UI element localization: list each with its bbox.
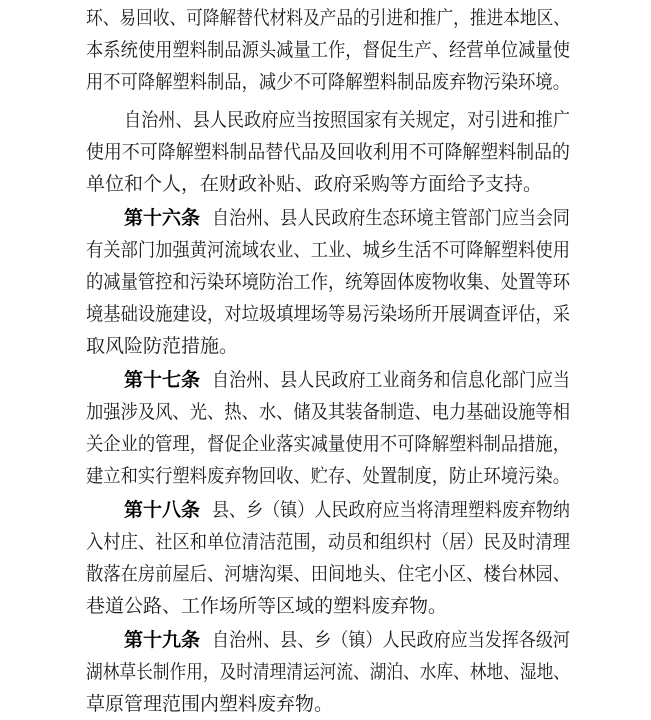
- text-line: [0, 136, 651, 168]
- article-16-label: 第十六条: [124, 207, 201, 229]
- line-text: 的减量管控和污染环境防治工作，统筹固体废物收集、处置等环: [86, 271, 570, 293]
- text-line: [0, 656, 651, 688]
- text-line: [0, 590, 651, 622]
- text-line: [0, 364, 651, 396]
- text-line: [0, 202, 651, 234]
- text-line: [0, 526, 651, 558]
- text-line: [0, 330, 651, 362]
- line-text: 散落在房前屋后、河塘沟渠、田间地头、住宅小区、楼台林园、: [86, 563, 570, 585]
- text-line: [0, 298, 651, 330]
- line-text: 加强涉及风、光、热、水、储及其装备制造、电力基础设施等相: [86, 401, 570, 423]
- line-text: 湖林草长制作用，及时清理清运河流、湖泊、水库、林地、湿地、: [86, 661, 570, 683]
- line-text: 关企业的管理，督促企业落实减量使用不可降解塑料制品措施，: [86, 433, 570, 455]
- article-18-label: 第十八条: [124, 499, 201, 521]
- text-line: [0, 168, 651, 200]
- line-text: 单位和个人，在财政补贴、政府采购等方面给予支持。: [86, 173, 543, 195]
- line-text: 巷道公路、工作场所等区域的塑料废弃物。: [86, 595, 448, 617]
- line-text: 本系统使用塑料制品源头减量工作，督促生产、经营单位减量使: [86, 39, 570, 61]
- text-line: [0, 688, 651, 720]
- text-line: [0, 2, 651, 34]
- line-text: 草原管理范围内塑料废弃物。: [86, 693, 334, 715]
- line-text: 入村庄、社区和单位清洁范围，动员和组织村（居）民及时清理: [86, 531, 570, 553]
- line-text: 建立和实行塑料废弃物回收、贮存、处置制度，防止环境污染。: [86, 465, 570, 487]
- line-text: 境基础设施建设，对垃圾填埋场等易污染场所开展调查评估，采: [86, 303, 570, 325]
- line-text: 有关部门加强黄河流域农业、工业、城乡生活不可降解塑料使用: [86, 239, 570, 261]
- line-text: 取风险防范措施。: [86, 335, 239, 357]
- text-line: [0, 266, 651, 298]
- article-17-label: 第十七条: [124, 369, 201, 391]
- text-line: [0, 104, 651, 136]
- line-text: 环、易回收、可降解替代材料及产品的引进和推广，推进本地区、: [86, 7, 570, 29]
- article-19-label: 第十九条: [124, 629, 201, 651]
- text-line: [0, 396, 651, 428]
- text-line: [0, 624, 651, 656]
- line-text: 自治州、县人民政府应当按照国家有关规定，对引进和推广: [124, 109, 570, 131]
- text-line: [0, 66, 651, 98]
- text-line: [0, 494, 651, 526]
- text-line: [0, 234, 651, 266]
- text-line: [0, 34, 651, 66]
- text-line: [0, 460, 651, 492]
- line-text: 用不可降解塑料制品，减少不可降解塑料制品废弃物污染环境。: [86, 71, 570, 93]
- text-line: [0, 558, 651, 590]
- text-line: [0, 428, 651, 460]
- line-text: 县、乡（镇）人民政府应当将清理塑料废弃物纳: [212, 499, 570, 521]
- line-text: 使用不可降解塑料制品替代品及回收利用不可降解塑料制品的: [86, 141, 570, 163]
- line-text: 自治州、县人民政府生态环境主管部门应当会同: [212, 207, 570, 229]
- line-text: 自治州、县人民政府工业商务和信息化部门应当: [212, 369, 570, 391]
- line-text: 自治州、县、乡（镇）人民政府应当发挥各级河: [212, 629, 570, 651]
